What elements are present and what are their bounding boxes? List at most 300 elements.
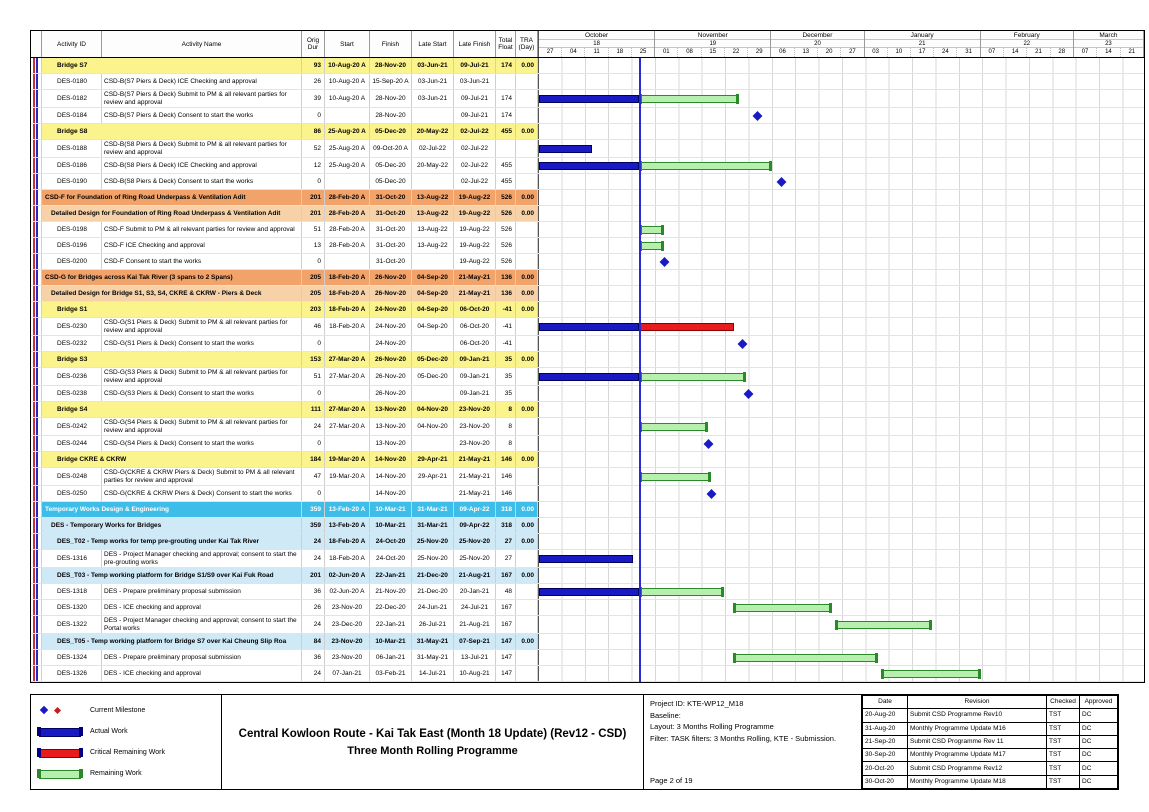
cell-lf: 09-Jul-21 [454, 90, 496, 107]
cell-tra: 0.00 [516, 190, 538, 205]
cell-dur: 24 [302, 550, 325, 567]
cell-activity-name: DES - ICE checking and approval [102, 666, 302, 681]
row-table-part [31, 286, 538, 301]
legend-item [37, 726, 215, 737]
group-row [31, 402, 1144, 418]
cell-activity-name: CSD-G(CKRE & CKRW Piers & Deck) Consent to start the works [102, 486, 302, 501]
cell-finish: 13-Nov-20 [370, 418, 412, 435]
cell-dur: 51 [302, 368, 325, 385]
cell-lf: 02-Jul-22 [454, 174, 496, 189]
cell-finish: 22-Jan-21 [370, 568, 412, 583]
month-number: 21 [865, 40, 980, 48]
week-tick: 08 [678, 48, 701, 57]
cell-lf: 19-Aug-22 [454, 238, 496, 253]
cell-dur: 0 [302, 486, 325, 501]
week-tick: 27 [849, 49, 856, 55]
column-header-name: Activity Name [102, 31, 302, 57]
row-gutter [31, 518, 42, 533]
cell-ls: 05-Dec-20 [412, 368, 454, 385]
cell-tf: 167 [496, 600, 516, 615]
cell-activity-id: DES-0180 [42, 74, 102, 89]
week-tick: 20 [818, 48, 841, 57]
cell-activity-name: DES - ICE checking and approval [102, 600, 302, 615]
cell-dur: 205 [302, 270, 325, 285]
cell-dur: 359 [302, 518, 325, 533]
cell-start: 10-Aug-20 A [325, 74, 370, 89]
cell-activity-name: CSD-B(S7 Piers & Deck) Consent to start the works [102, 108, 302, 123]
gantt-chart-row [538, 386, 1144, 401]
gantt-chart-row [538, 486, 1144, 501]
activity-row [31, 616, 1144, 634]
activity-row [31, 386, 1144, 402]
activity-row [31, 650, 1144, 666]
cell-finish: 22-Jan-21 [370, 616, 412, 633]
cell-finish: 26-Nov-20 [370, 286, 412, 301]
row-table-part [31, 222, 538, 237]
cell-activity-name: DES - Prepare preliminary proposal submission [102, 650, 302, 665]
row-table-part [31, 616, 538, 633]
cell-tf: -41 [496, 302, 516, 317]
cell-dur: 205 [302, 286, 325, 301]
activity-row [31, 468, 1144, 486]
week-tick: 17 [911, 48, 934, 57]
gantt-chart-row [538, 436, 1144, 451]
cell-dur: 13 [302, 238, 325, 253]
week-tick: 24 [934, 48, 957, 57]
cell-tra [516, 318, 538, 335]
legend-label: Current Milestone [90, 707, 146, 714]
column-header-dur: Orig Dur [302, 31, 325, 57]
row-table-part [31, 634, 538, 649]
legend-item [37, 705, 215, 716]
cell-tra: 0.00 [516, 568, 538, 583]
cell-start: 28-Feb-20 A [325, 222, 370, 237]
cell-activity-name: CSD-G(CKRE & CKRW Piers & Deck) Submit to PM & all relevant parties for review and approval [102, 468, 302, 485]
cell-finish: 24-Nov-20 [370, 318, 412, 335]
cell-start: 18-Feb-20 A [325, 550, 370, 567]
cell-dur: 26 [302, 74, 325, 89]
cell-activity-name: CSD-G(S4 Piers & Deck) Submit to PM & all relevant parties for review and approval [102, 418, 302, 435]
gantt-chart-row [538, 600, 1144, 615]
row-table-part [31, 336, 538, 351]
cell-tra [516, 222, 538, 237]
activity-row [31, 238, 1144, 254]
month-number: 18 [539, 40, 654, 48]
month-january [865, 31, 981, 57]
cell-lf: 21-May-21 [454, 486, 496, 501]
cell-tra: 0.00 [516, 286, 538, 301]
cell-ls: 02-Jul-22 [412, 140, 454, 157]
cell-ls: 14-Jul-21 [412, 666, 454, 681]
activity-row [31, 418, 1144, 436]
week-tick: 15 [702, 48, 725, 57]
activity-row [31, 222, 1144, 238]
cell-activity-id: DES-0242 [42, 418, 102, 435]
cell-ls: 13-Aug-22 [412, 190, 454, 205]
cell-tf: 318 [496, 502, 516, 517]
gantt-chart-row [538, 336, 1144, 351]
gantt-chart-row [538, 518, 1144, 533]
row-table-part [31, 302, 538, 317]
cell-finish: 10-Mar-21 [370, 634, 412, 649]
bar-remaining [639, 95, 738, 103]
row-table-part [31, 486, 538, 501]
cell-lf: 21-Aug-21 [454, 616, 496, 633]
activity-row [31, 336, 1144, 352]
cell-tra [516, 368, 538, 385]
gantt-table [30, 30, 1145, 683]
cell-dur: 93 [302, 58, 325, 73]
project-info [643, 694, 862, 790]
bar-actual [539, 145, 592, 153]
row-table-part [31, 452, 538, 467]
cell-dur: 12 [302, 158, 325, 173]
group-row [31, 58, 1144, 74]
gantt-chart-row [538, 286, 1144, 301]
row-gutter [31, 108, 42, 123]
cell-finish: 10-Mar-21 [370, 518, 412, 533]
row-table-part [31, 74, 538, 89]
cell-activity-name: CSD-G(S4 Piers & Deck) Consent to start the works [102, 436, 302, 451]
cell-ls: 13-Aug-22 [412, 206, 454, 221]
gantt-chart-row [538, 190, 1144, 205]
cell-tra [516, 254, 538, 269]
cell-tf: 8 [496, 418, 516, 435]
info-line: Filter: TASK filters: 3 Months Rolling, KTE - Submission. [650, 733, 837, 743]
week-tick: 14 [1004, 48, 1027, 57]
cell-lf: 21-Aug-21 [454, 568, 496, 583]
row-table-part [31, 584, 538, 599]
group-row [31, 534, 1144, 550]
cell-ls: 29-Apr-21 [412, 452, 454, 467]
info-line: Project ID: KTE-WP12_M18 [650, 699, 744, 708]
cell-ls [412, 386, 454, 401]
cell-tf: 146 [496, 468, 516, 485]
cell-start: 18-Feb-20 A [325, 270, 370, 285]
cell-lf: 02-Jul-22 [454, 124, 496, 139]
cell-lf: 21-May-21 [454, 270, 496, 285]
gantt-chart-row [538, 634, 1144, 649]
cell-tra [516, 550, 538, 567]
cell-tra [516, 74, 538, 89]
group-row [31, 302, 1144, 318]
cell-tf: 147 [496, 650, 516, 665]
milestone-diamond [752, 111, 762, 121]
cell-tf: 174 [496, 58, 516, 73]
bar-remaining [639, 423, 708, 431]
revision-col-revision: Revision [908, 696, 1047, 709]
cell-lf: 19-Aug-22 [454, 222, 496, 237]
programme-title: Central Kowloon Route - Kai Tak East (Month 18 Update) (Rev12 - CSD) [238, 727, 627, 740]
gantt-chart-row [538, 352, 1144, 367]
legend-label: Remaining Work [90, 770, 142, 777]
cell-lf: 25-Nov-20 [454, 534, 496, 549]
milestone-diamond [777, 177, 787, 187]
cell-ls: 31-May-21 [412, 634, 454, 649]
group-name: DES - Temporary Works for Bridges [42, 518, 302, 533]
row-table-part [31, 568, 538, 583]
cell-dur: 0 [302, 436, 325, 451]
cell-tf: -41 [496, 318, 516, 335]
row-table-part [31, 368, 538, 385]
cell-tra: 0.00 [516, 352, 538, 367]
cell-tf: 147 [496, 634, 516, 649]
bar-actual [539, 323, 639, 331]
group-name: DES_T03 - Temp working platform for Bridge S1/S9 over Kai Fuk Road [42, 568, 302, 583]
row-table-part [31, 600, 538, 615]
cell-finish: 14-Nov-20 [370, 452, 412, 467]
gantt-chart-row [538, 124, 1144, 139]
cell-tra: 0.00 [516, 206, 538, 221]
footer [30, 694, 1119, 790]
cell-tra: 0.00 [516, 518, 538, 533]
cell-activity-name: DES - Prepare preliminary proposal submission [102, 584, 302, 599]
cell-lf: 07-Sep-21 [454, 634, 496, 649]
group-name: Temporary Works Design & Engineering [42, 502, 302, 517]
cell-tf: -41 [496, 336, 516, 351]
activity-row [31, 74, 1144, 90]
week-tick: 01 [655, 48, 678, 57]
group-name: Bridge S3 [42, 352, 302, 367]
gantt-chart-row [538, 74, 1144, 89]
row-gutter [31, 386, 42, 401]
revision-row [863, 722, 1118, 735]
gantt-chart-row [538, 418, 1144, 435]
week-tick: 07 [1074, 48, 1097, 57]
cell-dur: 86 [302, 124, 325, 139]
gantt-chart-row [538, 108, 1144, 123]
row-table-part [31, 238, 538, 253]
cell-tf: 27 [496, 534, 516, 549]
cell-start: 23-Dec-20 [325, 616, 370, 633]
group-row [31, 518, 1144, 534]
cell-finish: 13-Nov-20 [370, 402, 412, 417]
gantt-chart-row [538, 222, 1144, 237]
week-tick: 18 [609, 48, 632, 57]
cell-finish: 24-Oct-20 [370, 534, 412, 549]
group-row [31, 286, 1144, 302]
cell-activity-id: DES-0236 [42, 368, 102, 385]
cell-dur: 36 [302, 650, 325, 665]
cell-finish: 09-Oct-20 A [370, 140, 412, 157]
gantt-chart-row [538, 666, 1144, 681]
row-gutter [31, 206, 42, 221]
cell-ls: 13-Aug-22 [412, 238, 454, 253]
month-number: 23 [1074, 40, 1143, 48]
cell-tf: 174 [496, 108, 516, 123]
group-name: Bridge S7 [42, 58, 302, 73]
cell-lf: 13-Jul-21 [454, 650, 496, 665]
row-gutter [31, 124, 42, 139]
cell-tf: 147 [496, 666, 516, 681]
cell-tf: 146 [496, 452, 516, 467]
cell-start [325, 486, 370, 501]
cell-activity-id: DES-0190 [42, 174, 102, 189]
cell-ls: 20-May-22 [412, 124, 454, 139]
revision-row [863, 735, 1118, 748]
cell-dur: 24 [302, 666, 325, 681]
month-label: March [1074, 31, 1143, 40]
cell-finish: 26-Nov-20 [370, 352, 412, 367]
cell-start [325, 108, 370, 123]
cell-activity-name: CSD-G(S1 Piers & Deck) Consent to start the works [102, 336, 302, 351]
row-table-part [31, 418, 538, 435]
cell-ls: 04-Sep-20 [412, 302, 454, 317]
cell-ls: 04-Nov-20 [412, 418, 454, 435]
month-number: 19 [655, 40, 770, 48]
gantt-body [31, 58, 1144, 682]
activity-row [31, 436, 1144, 452]
cell-finish: 22-Dec-20 [370, 600, 412, 615]
legend-label: Actual Work [90, 728, 128, 735]
cell-lf: 21-May-21 [454, 452, 496, 467]
cell-dur: 359 [302, 502, 325, 517]
cell-activity-name: CSD-G(S3 Piers & Deck) Consent to start the works [102, 386, 302, 401]
cell-tra [516, 140, 538, 157]
week-tick: 21 [1128, 49, 1136, 55]
row-gutter [31, 550, 42, 567]
gantt-chart-row [538, 158, 1144, 173]
week-tick: 06 [771, 48, 794, 57]
cell-finish: 28-Nov-20 [370, 58, 412, 73]
gantt-chart-row [538, 238, 1144, 253]
bar-critical [639, 323, 734, 331]
cell-lf: 09-Jan-21 [454, 352, 496, 367]
revision-table [862, 695, 1118, 789]
group-name: Bridge S8 [42, 124, 302, 139]
cell-start: 07-Jan-21 [325, 666, 370, 681]
cell-start [325, 436, 370, 451]
cell-tra [516, 108, 538, 123]
row-table-part [31, 124, 538, 139]
row-gutter [31, 568, 42, 583]
cell-lf: 09-Jan-21 [454, 368, 496, 385]
milestone-diamond [704, 439, 714, 449]
cell-dur: 0 [302, 386, 325, 401]
cell-finish: 10-Mar-21 [370, 502, 412, 517]
activity-row [31, 486, 1144, 502]
row-gutter [31, 402, 42, 417]
cell-finish: 06-Jan-21 [370, 650, 412, 665]
cell-tf: 526 [496, 222, 516, 237]
activity-row [31, 368, 1144, 386]
cell-tf [496, 74, 516, 89]
cell-dur: 0 [302, 336, 325, 351]
cell-start: 25-Aug-20 A [325, 140, 370, 157]
cell-start: 18-Feb-20 A [325, 318, 370, 335]
cell-tra [516, 650, 538, 665]
group-name: CSD-F for Foundation of Ring Road Underpass & Ventilation Adit [42, 190, 302, 205]
cell-tra [516, 90, 538, 107]
cell-ls: 31-Mar-21 [412, 518, 454, 533]
week-tick: 27 [539, 48, 562, 57]
month-march [1074, 31, 1144, 57]
cell-tf: 35 [496, 368, 516, 385]
data-date-line [639, 58, 641, 682]
cell-tf: 455 [496, 124, 516, 139]
cell-lf: 19-Aug-22 [454, 254, 496, 269]
bar-remaining [733, 604, 833, 612]
cell-activity-name: DES - Project Manager checking and approval; consent to start the pre-grouting works [102, 550, 302, 567]
row-gutter [31, 286, 42, 301]
row-table-part [31, 270, 538, 285]
revision-cell: Monthly Programme Update M16 [908, 722, 1047, 735]
row-table-part [31, 174, 538, 189]
cell-activity-id: DES-0232 [42, 336, 102, 351]
column-header-ls: Late Start [412, 31, 454, 57]
month-number: 20 [771, 40, 863, 48]
cell-ls [412, 486, 454, 501]
revision-cell: DC [1080, 735, 1118, 748]
cell-dur: 47 [302, 468, 325, 485]
cell-activity-id: DES-1316 [42, 550, 102, 567]
remaining-swatch [37, 768, 83, 779]
info-line: Baseline: [650, 710, 681, 720]
activity-row [31, 158, 1144, 174]
row-gutter [31, 238, 42, 253]
bar-remaining [639, 373, 745, 381]
cell-tf: 318 [496, 518, 516, 533]
timeline-header [538, 31, 1144, 57]
cell-tf: 35 [496, 352, 516, 367]
row-table-part [31, 90, 538, 107]
row-gutter [31, 436, 42, 451]
week-tick: 13 [795, 48, 818, 57]
gantt-chart-row [538, 302, 1144, 317]
cell-finish: 21-Nov-20 [370, 584, 412, 599]
column-header-tra: TRA (Day) [516, 31, 538, 57]
revision-cell: DC [1080, 722, 1118, 735]
cell-tf: 136 [496, 286, 516, 301]
cell-tf: 8 [496, 402, 516, 417]
cell-tf: 526 [496, 190, 516, 205]
gantt-chart-row [538, 468, 1144, 485]
cell-ls [412, 254, 454, 269]
gantt-chart-row [538, 534, 1144, 549]
gantt-chart-row [538, 502, 1144, 517]
cell-activity-name: CSD-F ICE Checking and approval [102, 238, 302, 253]
activity-row [31, 600, 1144, 616]
week-tick: 29 [755, 49, 763, 55]
cell-lf: 19-Aug-22 [454, 190, 496, 205]
revision-cell: Monthly Programme Update M18 [908, 775, 1047, 788]
cell-tf: 27 [496, 550, 516, 567]
group-row [31, 352, 1144, 368]
cell-tra [516, 174, 538, 189]
gantt-chart-row [538, 368, 1144, 385]
week-tick: 21 [1027, 48, 1050, 57]
gantt-chart-row [538, 254, 1144, 269]
cell-dur: 84 [302, 634, 325, 649]
week-ticks [771, 48, 863, 57]
row-gutter [31, 318, 42, 335]
bar-actual [539, 95, 639, 103]
week-tick: 03 [865, 48, 888, 57]
cell-start [325, 336, 370, 351]
cell-activity-id: DES-1320 [42, 600, 102, 615]
cell-lf: 20-Jan-21 [454, 584, 496, 599]
bar-remaining [639, 242, 664, 250]
cell-dur: 201 [302, 568, 325, 583]
cell-lf: 03-Jun-21 [454, 74, 496, 89]
cell-tra: 0.00 [516, 124, 538, 139]
cell-ls: 24-Jun-21 [412, 600, 454, 615]
cell-ls: 29-Apr-21 [412, 468, 454, 485]
cell-tra [516, 600, 538, 615]
cell-start: 10-Aug-20 A [325, 58, 370, 73]
cell-tra [516, 584, 538, 599]
cell-lf: 24-Jul-21 [454, 600, 496, 615]
